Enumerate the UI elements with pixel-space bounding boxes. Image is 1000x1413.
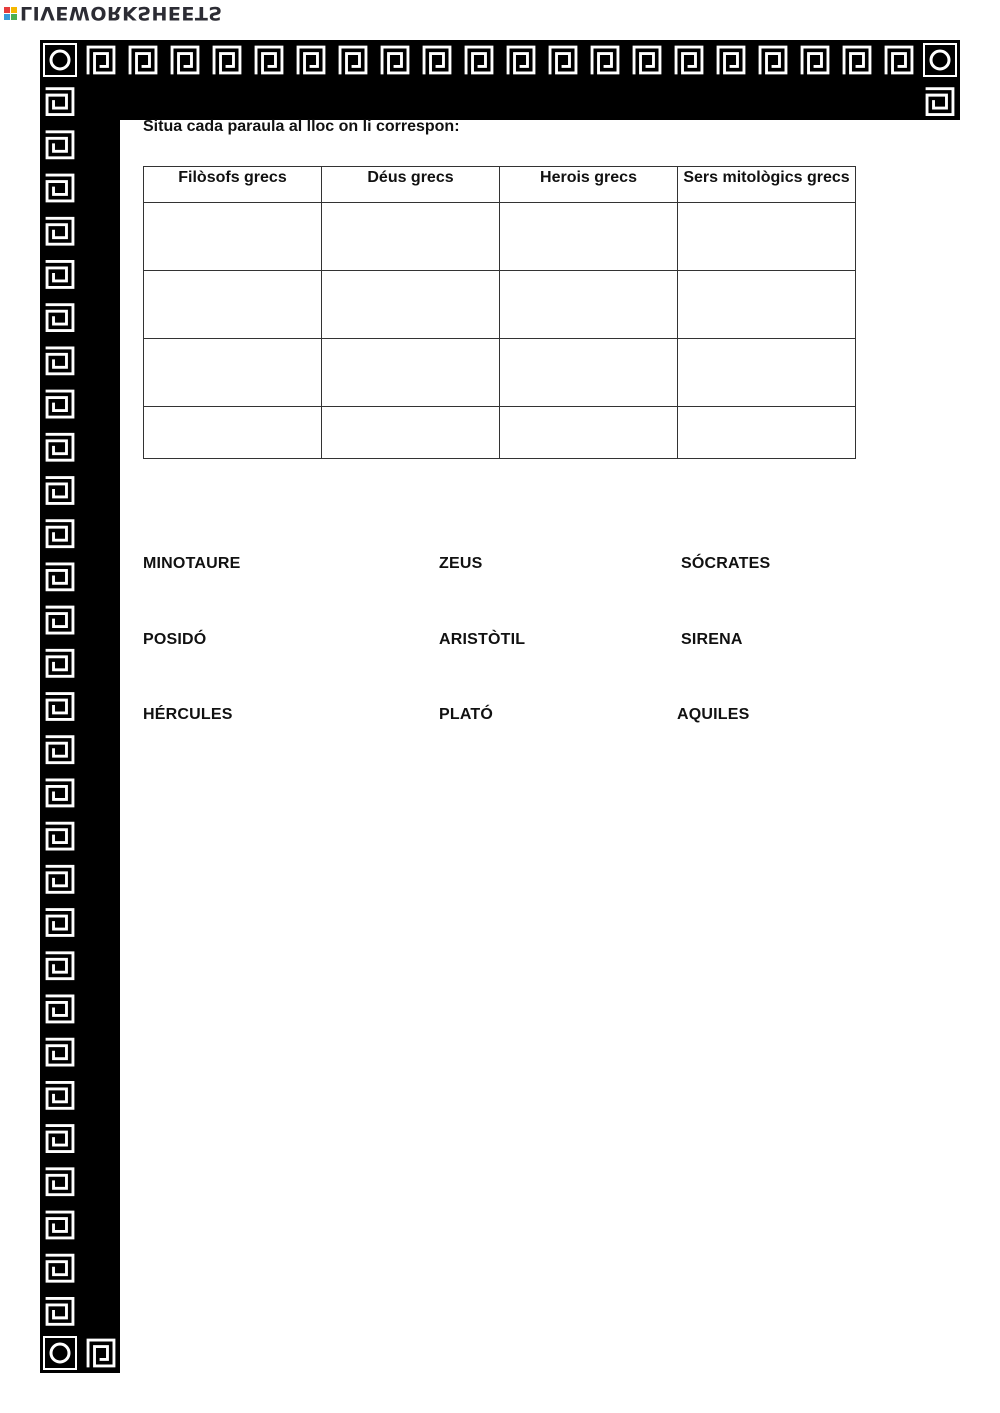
table-row xyxy=(144,271,856,339)
drop-cell[interactable] xyxy=(144,339,322,407)
header-heroes: Herois grecs xyxy=(500,167,678,203)
table-header-row xyxy=(144,167,856,203)
drop-cell[interactable] xyxy=(500,203,678,271)
header-philosophers: Filòsofs grecs xyxy=(144,167,322,203)
drop-cell[interactable] xyxy=(678,271,856,339)
drop-cell[interactable] xyxy=(500,407,678,459)
header-gods: Déus grecs xyxy=(322,167,500,203)
drop-cell[interactable] xyxy=(500,271,678,339)
drop-cell[interactable] xyxy=(322,271,500,339)
drop-cell[interactable] xyxy=(144,407,322,459)
drop-cell[interactable] xyxy=(144,203,322,271)
word-socrates[interactable]: SÓCRATES xyxy=(681,555,771,572)
drop-cell[interactable] xyxy=(678,339,856,407)
drop-cell[interactable] xyxy=(678,203,856,271)
word-posido[interactable]: POSIDÓ xyxy=(143,631,207,648)
liveworksheets-logo xyxy=(4,2,223,24)
drop-cell[interactable] xyxy=(322,203,500,271)
table-row xyxy=(144,203,856,271)
drop-cell[interactable] xyxy=(322,339,500,407)
word-sirena[interactable]: SIRENA xyxy=(681,631,743,648)
drop-cell[interactable] xyxy=(678,407,856,459)
instruction-text: Situa cada paraula al lloc on li correspon: xyxy=(143,118,460,135)
word-aquiles[interactable]: AQUILES xyxy=(677,706,750,723)
table-row xyxy=(144,407,856,459)
word-plato[interactable]: PLATÓ xyxy=(439,706,494,723)
word-minotaure[interactable]: MINOTAURE xyxy=(143,555,241,572)
drop-cell[interactable] xyxy=(322,407,500,459)
drop-cell[interactable] xyxy=(144,271,322,339)
logo-text: LIVEWORKSHEETS xyxy=(20,2,223,24)
classification-table xyxy=(143,166,856,459)
logo-mark-icon xyxy=(4,7,17,20)
word-aristotil[interactable]: ARISTÒTIL xyxy=(439,631,526,648)
header-mythological-beings: Sers mitològics grecs xyxy=(678,167,856,203)
drop-cell[interactable] xyxy=(500,339,678,407)
table-row xyxy=(144,339,856,407)
word-zeus[interactable]: ZEUS xyxy=(439,555,483,572)
word-hercules[interactable]: HÉRCULES xyxy=(143,706,233,723)
